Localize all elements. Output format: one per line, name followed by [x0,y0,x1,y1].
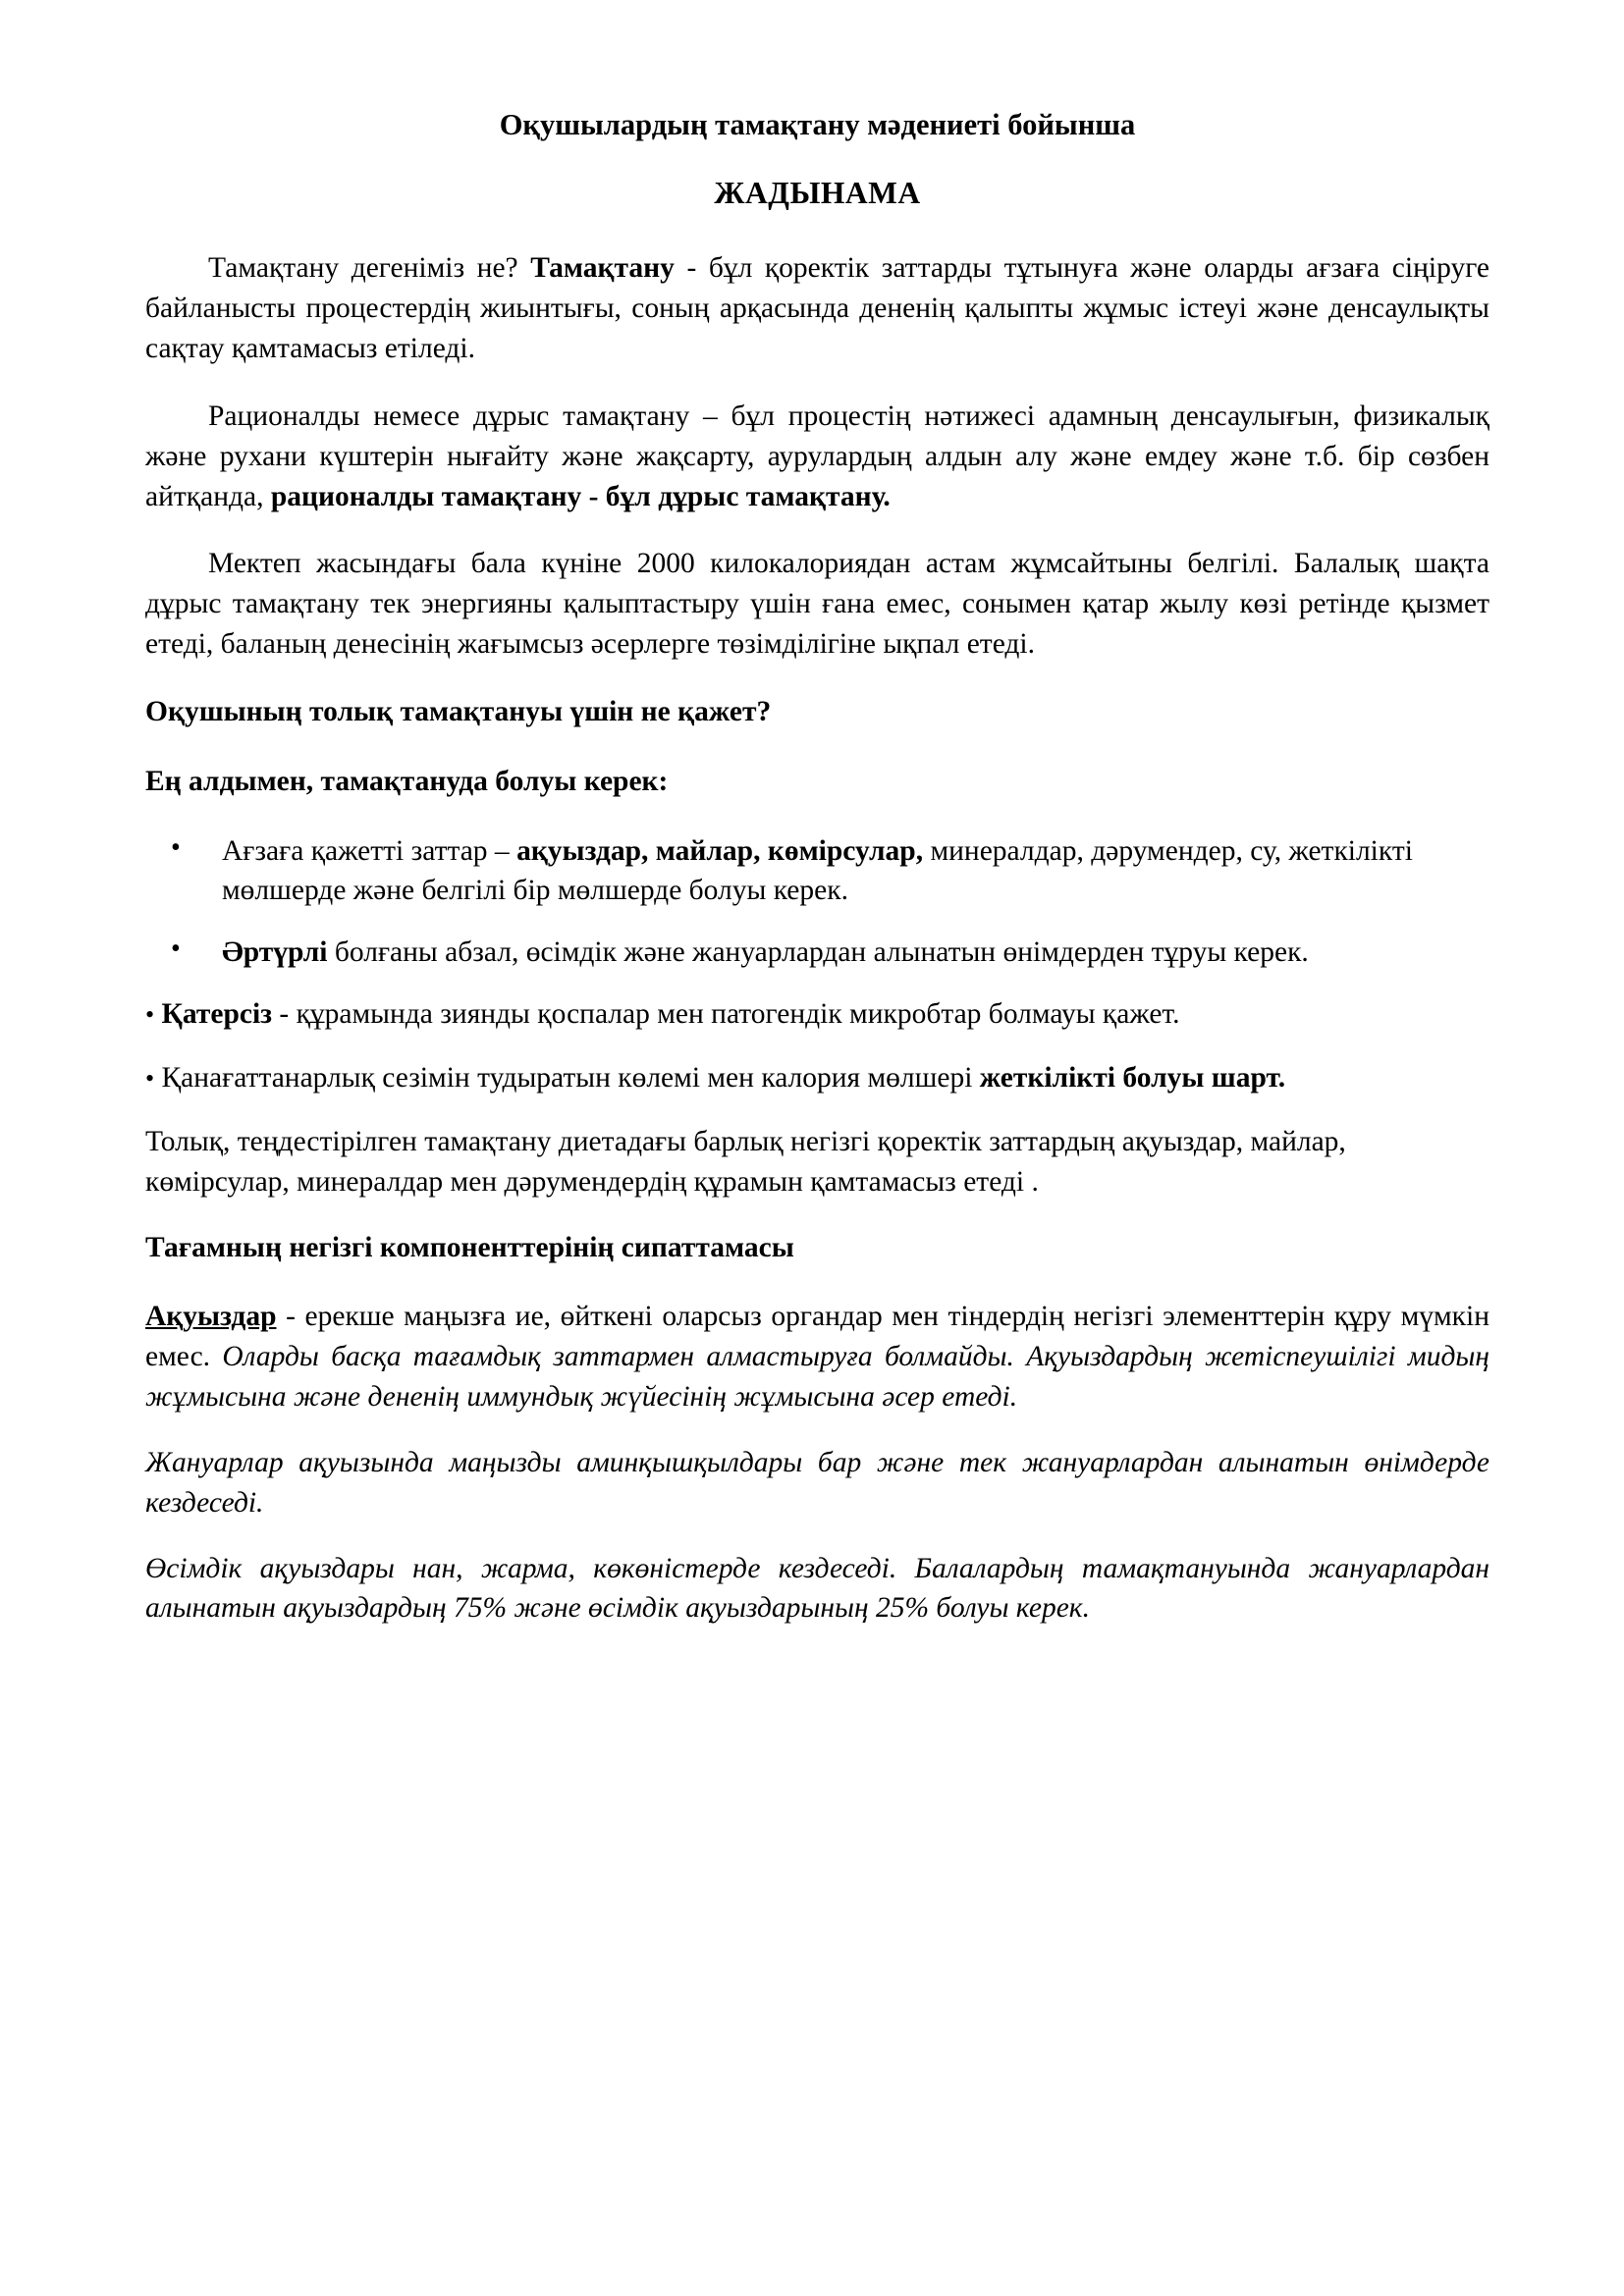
proteins-dash: - [276,1301,305,1333]
paragraph-rational-nutrition [145,397,1489,517]
bullet-point-icon: • [145,1064,155,1093]
satisfying-rest-text: Қанағаттанарлық сезімін тудыратын көлемі мен калория мөлшері [154,1062,980,1094]
heading-what-is-needed: Оқушының толық тамақтануы үшін не қажет? [145,695,772,727]
definition-bold-term: Тамақтану [530,252,675,285]
rational-bold-conclusion: рационалды тамақтану - бұл дұрыс тамақтану. [270,480,891,512]
definition-lead-text: Тамақтану дегеніміз не? [208,252,531,285]
safe-rest-text: - құрамында зиянды қоспалар мен патогендік микробтар болмауы қажет. [272,998,1180,1031]
document-body [145,106,1489,1629]
bullet-2-bold: Әртүрлі [222,936,328,969]
list-item [145,933,1489,973]
document-subtitle-line: Оқушылардың тамақтану мәдениеті бойынша [499,108,1136,141]
inline-bullet-safe [145,994,1489,1035]
bullet-point-icon: • [145,1000,155,1030]
heading-first-of-all: Ең алдымен, тамақтануда болуы керек: [145,765,669,797]
bullet-1-bold: ақуыздар, майлар, көмірсулар, [516,834,924,867]
bullet-2-rest: болғаны абзал, өсімдік және жануарлардан алынатын өнімдерден тұруы керек. [327,936,1309,969]
inline-bullet-satisfying [145,1058,1489,1098]
list-item [145,831,1489,912]
paragraph-calories: Мектеп жасындағы бала күніне 2000 килокалориядан астам жұмсайтыны белгілі. Балалық шақта дұрыс тамақтану тек энергияны қалыптастыру үшін ғана емес, сонымен қатар жылу көзі ретінде қызмет етеді, баланың денесінің жағымсыз әсерлерге төзімділігіне ықпал етеді. [145,548,1489,661]
animal-proteins-italic: Жануарлар ақуызында маңызды аминқышқылдары бар және тек жануарлардан алынатын өнімдерде кездеседі. [145,1446,1489,1519]
bullet-1-rest: минералдар, дәрумендер, су, жеткілікті мөлшерде және белгілі бір мөлшерде болуы керек. [222,834,1413,907]
rational-lead-text: Рационалды немесе дұрыс тамақтану – бұл процестің нәтижесі адамның денсаулығын, физикалық және рухани күштерін нығайту және жақсарту, аурулардың алдын алу және емдеу және т.б. бір сөзбен айтқанда, [145,400,1489,512]
plant-proteins-italic: Өсімдік ақуыздары нан, жарма, көкөністерде кездеседі. Балалардың тамақтануында жануарлардан алынатын ақуыздардың 75% және өсімдік ақуыздарының 25% болуы керек. [145,1552,1489,1625]
document-title: ЖАДЫНАМА [714,176,921,211]
paragraph-definition [145,248,1489,369]
paragraph-animal-proteins [145,1443,1489,1523]
paragraph-proteins [145,1297,1489,1417]
proteins-term: Ақуыздар [145,1301,277,1333]
paragraph-plant-proteins [145,1549,1489,1629]
safe-bold-term: Қатерсіз [161,998,272,1031]
proteins-italic-text: Оларды басқа тағамдық заттармен алмастыруға болмайды. Ақуыздардың жетіспеушілігі мидың жұмысына және дененің иммундық жүйесінің жұмысына әсер етеді. [145,1341,1490,1414]
nutrition-requirements-list [145,831,1489,974]
satisfying-bold-tail: жеткілікті болуы шарт. [979,1062,1286,1094]
proteins-normal-text: ерекше маңызға ие, өйткені оларсыз органдар мен тіндердің негізгі элементтерін құру мүмкін емес. [145,1301,1489,1373]
heading-food-components: Тағамның негізгі компоненттерінің сипаттамасы [145,1231,794,1263]
bullet-1-lead: Ағзаға қажетті заттар – [222,834,517,867]
paragraph-balanced-diet: Толық, теңдестірілген тамақтану диетадағы барлық негізгі қоректік заттардың ақуыздар, майлар, көмірсулар, минералдар мен дәрумендердің құрамын қамтамасыз етеді . [145,1125,1346,1198]
definition-rest-text: - бұл қоректік заттарды тұтынуға және оларды ағзаға сіңіруге байланысты процестердің жиынтығы, соның арқасында дененің қалыпты жұмыс істеуі және денсаулықты сақтау қамтамасыз етіледі. [145,252,1489,365]
